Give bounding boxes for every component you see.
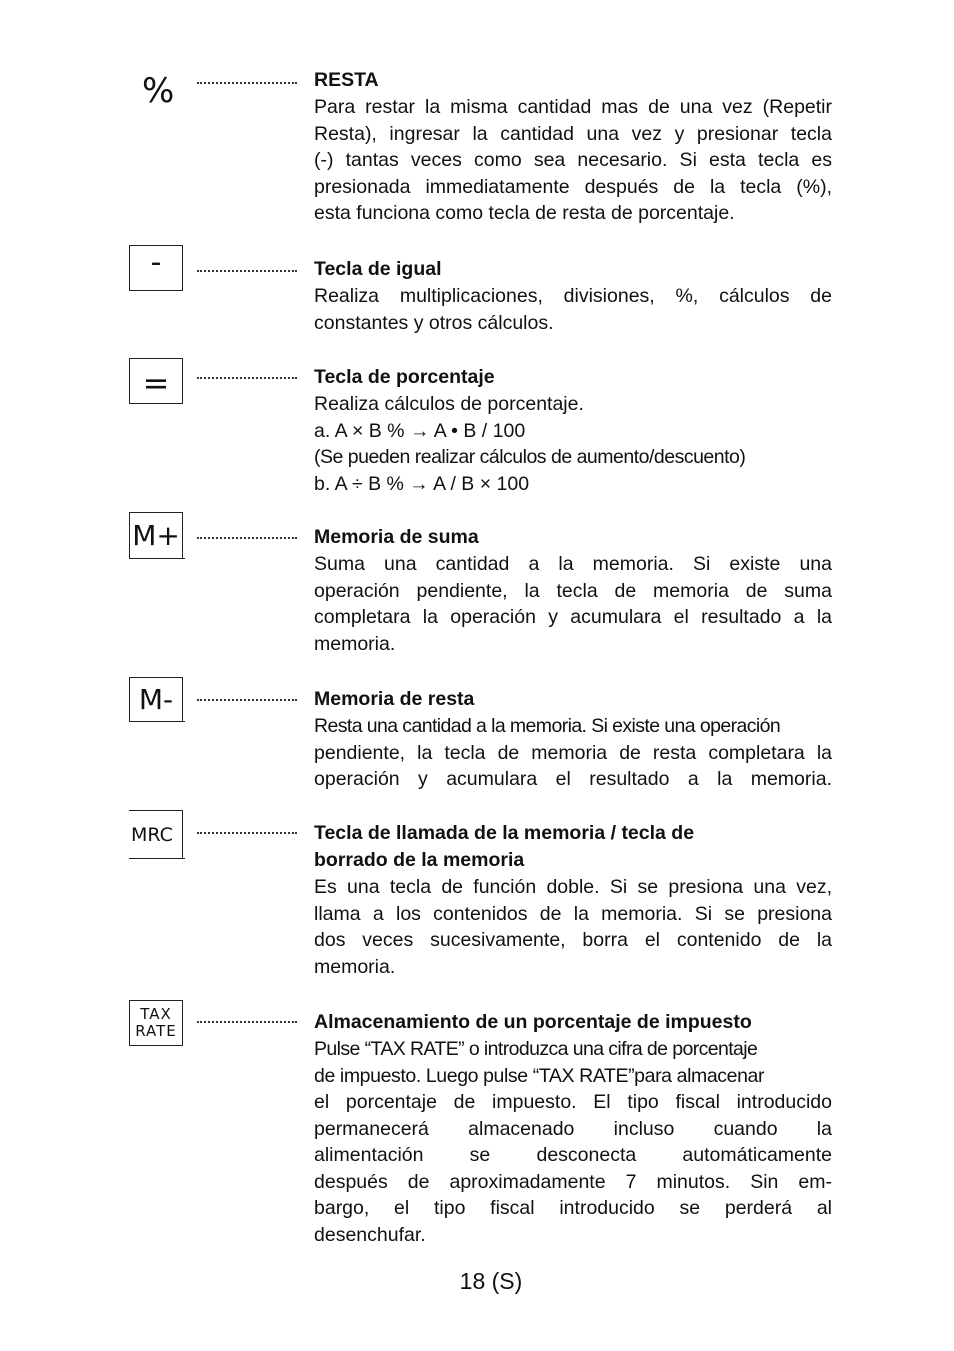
percent-key-symbol: %: [142, 71, 175, 111]
entry-line: memoria.: [314, 632, 396, 655]
entry-line: Es una tecla de función doble. Si se presiona una vez,: [314, 876, 832, 898]
dot-leader: [197, 537, 297, 539]
entry-line: memoria.: [314, 955, 396, 978]
m-plus-key-icon: [129, 512, 183, 558]
entry-line: desenchufar.: [314, 1223, 426, 1246]
entry-title: borrado de la memoria: [314, 849, 525, 871]
mrc-key-icon: [129, 810, 183, 858]
entry-line: a. A × B % → A • B / 100: [314, 419, 526, 442]
m-minus-key-icon: [129, 677, 183, 721]
entry-text: [314, 686, 832, 793]
entry-line: Para restar la misma cantidad mas de una vez (Repetir: [314, 96, 832, 118]
entry-title: Tecla de porcentaje: [314, 366, 495, 388]
entry-text: [314, 524, 832, 657]
entry-line: después de aproximadamente 7 minutos. Sin em-: [314, 1170, 832, 1193]
entry-title: Tecla de llamada de la memoria / tecla de: [314, 822, 695, 844]
entry-text: [314, 256, 832, 336]
minus-key-icon: [129, 245, 183, 291]
dot-leader: [197, 1021, 297, 1023]
entry-text: [314, 1009, 832, 1248]
key-label: -: [150, 244, 162, 280]
entry-title: Almacenamiento de un porcentaje de impuesto: [314, 1011, 752, 1033]
page-number: 18 (S): [459, 1268, 523, 1294]
entry-line: pendiente, la tecla de memoria de resta completara la: [314, 741, 832, 764]
entry-title: Tecla de igual: [314, 258, 442, 280]
entry-line: Resta), ingresar la cantidad una vez y presionar tecla: [314, 122, 832, 145]
entry-line: dos veces sucesivamente, borra el contenido de la: [314, 929, 832, 951]
key-label: RATE: [135, 1022, 177, 1040]
entry-line: operación y acumulara el resultado a la memoria.: [314, 768, 832, 790]
key-underline: [129, 858, 185, 859]
entry-line: alimentación se desconecta automáticamente: [314, 1144, 832, 1166]
key-label: M-: [138, 683, 174, 716]
dot-leader: [197, 699, 297, 701]
key-label: MRC: [131, 823, 173, 846]
entry-line: bargo, el tipo fiscal introducido se perderá al: [314, 1197, 832, 1219]
entry-text: [314, 67, 832, 227]
key-label: TAX: [140, 1005, 172, 1023]
entry-line: (-) tantas veces como sea necesario. Si esta tecla es: [314, 149, 832, 171]
equals-key-icon: [129, 358, 183, 404]
entry-line: Realiza multiplicaciones, divisiones, %, cálculos de: [314, 285, 832, 307]
entry-line: (Se pueden realizar cálculos de aumento/descuento): [314, 446, 746, 468]
entry-line: permanecerá almacenado incluso cuando la: [314, 1117, 832, 1140]
entry-title: RESTA: [314, 69, 379, 91]
dot-leader: [197, 82, 297, 84]
entry-text: [314, 364, 832, 497]
entry-line: operación pendiente, la tecla de memoria de suma: [314, 579, 832, 602]
entry-line: Suma una cantidad a la memoria. Si existe una: [314, 553, 832, 575]
entry-line: completara la operación y acumulara el resultado a la: [314, 606, 832, 628]
dot-leader: [197, 377, 297, 379]
key-label: =: [142, 364, 170, 402]
entry-line: de impuesto. Luego pulse “TAX RATE”para almacenar: [314, 1064, 765, 1087]
entry-title: Memoria de suma: [314, 526, 479, 548]
entry-line: Pulse “TAX RATE” o introduzca una cifra de porcentaje: [314, 1038, 758, 1060]
entry-line: Resta una cantidad a la memoria. Si existe una operación: [314, 715, 781, 737]
entry-line: b. A ÷ B % → A / B × 100: [314, 472, 530, 495]
key-label: M+: [132, 519, 180, 552]
entry-title: Memoria de resta: [314, 688, 475, 710]
key-underline: [129, 721, 185, 722]
entry-line: el porcentaje de impuesto. El tipo fiscal introducido: [314, 1091, 832, 1113]
key-underline: [129, 558, 185, 559]
entry-line: llama a los contenidos de la memoria. Si se presiona: [314, 902, 832, 925]
entry-text: [314, 820, 832, 980]
entry-line: constantes y otros cálculos.: [314, 311, 554, 334]
dot-leader: [197, 270, 297, 272]
entry-line: Realiza cálculos de porcentaje.: [314, 393, 584, 415]
dot-leader: [197, 832, 297, 834]
tax-rate-key-icon: [129, 1000, 183, 1046]
entry-line: esta funciona como tecla de resta de porcentaje.: [314, 202, 735, 224]
entry-line: presionada immediatamente después de la tecla (%),: [314, 175, 832, 198]
